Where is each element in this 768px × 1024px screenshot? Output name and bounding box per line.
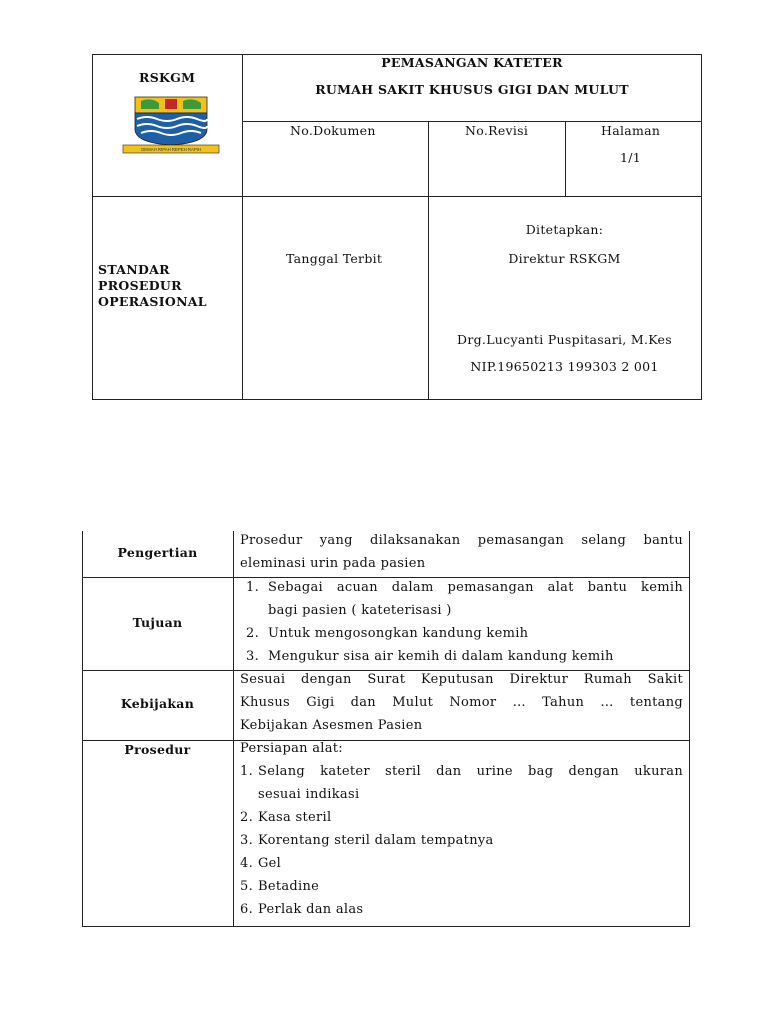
list-number: 3. xyxy=(246,649,260,664)
sop-line-3: OPERASIONAL xyxy=(98,294,207,309)
list-number: 3. xyxy=(240,833,254,848)
tanggal-terbit-label: Tanggal Terbit xyxy=(286,251,383,266)
list-item-line: bagi pasien ( kateterisasi ) xyxy=(268,603,452,618)
pengertian-line: Prosedur yang dilaksanakan pemasangan selang bantu xyxy=(240,533,683,548)
halaman-label: Halaman xyxy=(601,123,661,138)
list-item xyxy=(240,829,683,852)
prosedur-list xyxy=(240,737,683,921)
hospital-logo xyxy=(121,95,221,155)
list-item-line: Mengukur sisa air kemih di dalam kandung kemih xyxy=(268,649,614,664)
list-item xyxy=(246,622,683,645)
list-number: 2. xyxy=(240,810,254,825)
no-revisi-label: No.Revisi xyxy=(465,123,529,138)
list-number: 2. xyxy=(246,626,260,641)
list-item-line: Selang kateter steril dan urine bag dengan ukuran xyxy=(258,764,683,779)
pengertian-line: eleminasi urin pada pasien xyxy=(240,556,426,571)
tujuan-list xyxy=(246,576,683,668)
logo-caption: GEMAH RIPAH REPEH RAPIH xyxy=(140,147,202,152)
title-line-2: RUMAH SAKIT KHUSUS GIGI DAN MULUT xyxy=(315,82,629,97)
list-item-line: Gel xyxy=(258,856,282,871)
sop-line-1: STANDAR xyxy=(98,262,170,277)
list-item-line: sesuai indikasi xyxy=(258,787,360,802)
prosedur-intro: Persiapan alat: xyxy=(240,741,343,756)
prosedur-label: Prosedur xyxy=(124,742,191,757)
kebijakan-line: Kebijakan Asesmen Pasien xyxy=(240,718,423,733)
kebijakan-text xyxy=(240,668,683,737)
list-item xyxy=(240,875,683,898)
signer-nip: NIP.19650213 199303 2 001 xyxy=(470,359,659,374)
list-item xyxy=(240,760,683,806)
sop-line-2: PROSEDUR xyxy=(98,278,182,293)
direktur-label: Direktur RSKGM xyxy=(508,251,621,266)
list-item xyxy=(240,852,683,875)
list-number: 6. xyxy=(240,902,254,917)
kebijakan-line: Khusus Gigi dan Mulut Nomor … Tahun … tentang xyxy=(240,695,683,710)
list-number: 4. xyxy=(240,856,254,871)
title-line-1: PEMASANGAN KATETER xyxy=(381,55,563,70)
no-dokumen-label: No.Dokumen xyxy=(290,123,376,138)
list-item-line: Sebagai acuan dalam pemasangan alat bantu kemih xyxy=(268,580,683,595)
kebijakan-label: Kebijakan xyxy=(120,696,195,711)
list-item xyxy=(246,576,683,622)
list-number: 1. xyxy=(246,580,260,595)
list-item xyxy=(240,898,683,921)
signer-name: Drg.Lucyanti Puspitasari, M.Kes xyxy=(457,332,672,347)
hospital-short-name: RSKGM xyxy=(139,70,196,85)
list-item-line: Kasa steril xyxy=(258,810,332,825)
list-number: 1. xyxy=(240,764,254,779)
list-item-line: Betadine xyxy=(258,879,320,894)
crest-icon xyxy=(121,95,221,155)
tujuan-label: Tujuan xyxy=(132,615,183,630)
ditetapkan-label: Ditetapkan: xyxy=(525,222,604,237)
list-item-line: Untuk mengosongkan kandung kemih xyxy=(268,626,529,641)
halaman-value: 1/1 xyxy=(620,150,642,165)
list-item xyxy=(240,806,683,829)
list-number: 5. xyxy=(240,879,254,894)
kebijakan-line: Sesuai dengan Surat Keputusan Direktur Rumah Sakit xyxy=(240,672,683,687)
pengertian-label: Pengertian xyxy=(117,545,198,560)
list-item-line: Korentang steril dalam tempatnya xyxy=(258,833,494,848)
pengertian-text xyxy=(240,529,683,575)
list-item-line: Perlak dan alas xyxy=(258,902,364,917)
list-item xyxy=(246,645,683,668)
